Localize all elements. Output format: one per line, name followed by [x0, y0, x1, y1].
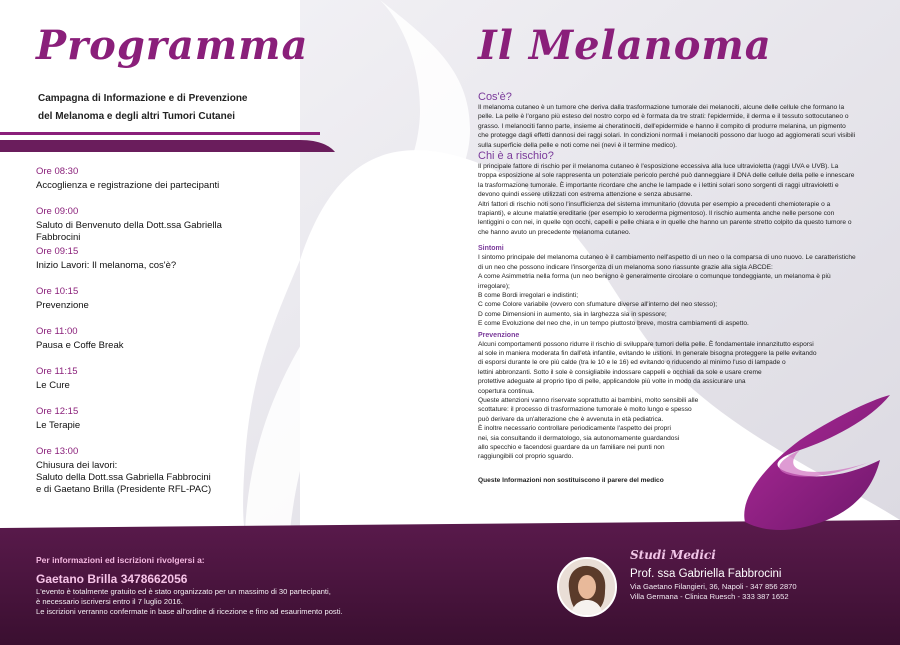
campaign-title — [38, 90, 298, 126]
schedule-time: Ore 09:15 — [36, 246, 79, 257]
schedule-time: Ore 11:00 — [36, 326, 78, 337]
text-line: al sole in maniera moderata fin dall'età infantile, evitando le ustioni. In generale bisogna proteggere la pelle evitando — [478, 349, 817, 357]
text-line: pelle. La pelle è l'organo più esteso del nostro corpo ed è formata da tre strati: l'epidermide, il derma e il tessuto sottocutaneo o — [478, 113, 849, 121]
text-line: lettini abbronzanti. Sotto il sole è consigliabile indossare cappelli e occhiali da sole e usare creme — [478, 368, 762, 376]
schedule-activity: Pausa e Coffe Break — [36, 340, 124, 351]
campaign-line: del Melanoma e degli altri Tumori Cutanei — [38, 111, 236, 122]
schedule-time: Ore 12:15 — [36, 406, 79, 417]
campaign-line: Campagna di Informazione e di Prevenzione — [38, 93, 248, 104]
schedule-time: Ore 11:15 — [36, 366, 78, 377]
text-line: allo specchio e facendosi guardare da un familiare nei punti non — [478, 444, 665, 451]
purple-bar-upper — [0, 132, 320, 135]
schedule-activity: Saluto di Benvenuto della Dott.ssa Gabriella Fabbrocini — [36, 220, 222, 243]
text-line: E come Evoluzione del neo che, in un tempo piuttosto breve, mostra cambiamenti di aspetto. — [478, 320, 749, 328]
schedule-item — [36, 206, 266, 244]
text-line: copertura continua. — [478, 387, 535, 395]
schedule-activity: Le Terapie — [36, 420, 81, 431]
schedule-time: Ore 09:00 — [36, 206, 79, 217]
studio-info — [630, 548, 890, 602]
studi-medici-label: Studi Medici — [630, 548, 716, 562]
schedule-activity: Prevenzione — [36, 300, 89, 311]
schedule-item — [36, 246, 266, 272]
prevenzione-paragraph — [478, 340, 886, 462]
program-title: Programma — [36, 22, 309, 69]
text-line: È inoltre necessario controllare periodicamente l'aspetto dei propri — [478, 425, 671, 433]
text-line: Alcuni comportamenti possono ridurre il rischio di sviluppare tumori della pelle. È fondamentale innanzitutto esporsi — [478, 340, 814, 348]
event-note: è necessario iscriversi entro il 7 luglio 2016. — [36, 597, 183, 606]
text-line: sulla superficie della pelle e noti come nei (nevi è il termine medico). — [478, 141, 678, 149]
text-line: devono quindi essere utilizzati con estrema attenzione e senza abusarne. — [478, 191, 693, 199]
text-line: lentiggini o con nei, in quelle con occhi, capelli e pelle chiara e in quelle che hanno un parente stretto colpito da questo tumore o — [478, 219, 852, 227]
schedule-activity: Accoglienza e registrazione dei partecipanti — [36, 180, 220, 191]
schedule-activity: Le Cure — [36, 380, 70, 391]
address-line: Villa Germana - Clinica Ruesch - 333 387 1652 — [630, 592, 789, 601]
schedule-item — [36, 326, 266, 352]
text-line: trapianti), e alcune malattie ereditarie (per esempio lo xeroderma pigmentoso). Il rischio aumenta anche nelle persone con — [478, 210, 835, 218]
text-line: B come Bordi irregolari e indistinti; — [478, 291, 579, 299]
info-title: Per informazioni ed iscrizioni rivolgersi a: — [36, 555, 205, 565]
text-line: Altri fattori di rischio noti sono l'insufficienza del sistema immunitario (dovuta per esempio a precedenti chemioterapie o a — [478, 200, 831, 208]
cose-paragraph — [478, 103, 886, 150]
purple-bar-band — [0, 140, 335, 152]
contact-name: Gaetano Brilla 3478662056 — [36, 572, 188, 586]
text-line: può derivare da un'alterazione che è avvenuta in età pediatrica. — [478, 415, 664, 423]
schedule-item — [36, 406, 266, 432]
text-line: raggiungibili col proprio sguardo. — [478, 453, 574, 461]
text-line: D come Dimensioni in aumento, sia in larghezza sia in spessore; — [478, 310, 667, 318]
text-line: scottature: il processo di trasformazione tumorale è molto lungo e spesso — [478, 406, 692, 414]
rischio-paragraph — [478, 162, 886, 237]
melanoma-title: Il Melanoma — [478, 22, 772, 69]
text-line: Queste attenzioni vanno riservate soprattutto ai bambini, molto sensibili alle — [478, 396, 699, 404]
section-heading-sintomi: Sintomi — [478, 245, 504, 253]
schedule-item — [36, 446, 266, 496]
schedule-time: Ore 13:00 — [36, 446, 79, 457]
schedule-item — [36, 166, 266, 192]
text-line: protettive adeguate al proprio tipo di pelle, applicandole più volte in modo da assicurare una — [478, 378, 746, 386]
text-line: di esporsi durante le ore più calde (tra le 10 e le 16) ed evitando o riducendo al minimo l'uso di lampade o — [478, 359, 786, 367]
sintomi-paragraph — [478, 253, 886, 328]
text-line: nei, sia consultando il dermatologo, sia autonomamente guardandosi — [478, 434, 680, 442]
schedule-item — [36, 286, 266, 312]
melanoma-info — [478, 91, 886, 485]
schedule-activity: Chiusura dei lavori: — [36, 460, 118, 471]
schedule-time: Ore 10:15 — [36, 286, 79, 297]
schedule-activity: e di Gaetano Brilla (Presidente RFL-PAC) — [36, 484, 212, 495]
section-heading-cose: Cos'è? — [478, 91, 512, 103]
text-line: I sintomo principale del melanoma cutaneo è il cambiamento nell'aspetto di un neo o la comparsa di uno nuovo. Le caratteristiche — [478, 254, 856, 262]
event-note: L'evento è totalmente gratuito ed è stato organizzato per un massimo di 30 partecipanti, — [36, 587, 331, 596]
text-line: troppa esposizione al sole rappresenta un potenziale pericolo perché può danneggiare il DNA delle cellule della pelle e innescare — [478, 172, 855, 180]
doctor-photo — [557, 557, 617, 617]
schedule-time: Ore 08:30 — [36, 166, 79, 177]
text-line: grasso. I melanociti fanno parte, insieme ai cheratinociti, dell'epidermide e hanno il compito di produrre melanina, un pigmento — [478, 122, 846, 130]
text-line: la trasformazione tumorale. È importante ricordare che anche le lampade e i lettini solari sono sorgenti di raggi ultravioletti e — [478, 181, 839, 189]
doctor-name: Prof. ssa Gabriella Fabbrocini — [630, 568, 782, 580]
text-line: A come Asimmetria nella forma (un neo benigno è generalmente circolare o comunque tondeggiante, un melanoma è più — [478, 273, 831, 281]
section-heading-prevenzione: Prevenzione — [478, 331, 520, 339]
section-heading-rischio: Chi è a rischio? — [478, 150, 554, 163]
schedule-activity: Inizio Lavori: Il melanoma, cos'è? — [36, 260, 177, 271]
contact-info — [36, 555, 416, 617]
text-line: che protegge dagli effetti dannosi dei raggi solari. In condizioni normali i melanociti possono dar luogo ad aggiomerati scuri visibili — [478, 132, 856, 140]
text-line: C come Colore variabile (ovvero con sfumature diverse all'interno del neo stesso); — [478, 301, 718, 309]
text-line: Il principale fattore di rischio per il melanoma cutaneo è l'esposizione eccessiva alla luce ultravioletta (raggi UVA e UVB). La — [478, 163, 839, 171]
text-line: di un neo che possono indicare l'insorgenza di un melanoma sono riassunte grazie alla sigla ABCDE: — [478, 263, 773, 271]
event-note: Le iscrizioni verranno confermate in base all'ordine di ricezione e fino ad esaurimento posti. — [36, 607, 343, 616]
disclaimer: Queste Informazioni non sostituiscono il parere del medico — [478, 476, 664, 484]
text-line: irregolare); — [478, 282, 510, 290]
address-line: Via Gaetano Filangieri, 36, Napoli - 347 856 2870 — [630, 582, 797, 591]
text-line: che hanno avuto un precedente melanoma cutaneo. — [478, 228, 631, 236]
text-line: Il melanoma cutaneo è un tumore che deriva dalla trasformazione tumorale dei melanociti, alcune delle cellule che formano la — [478, 104, 845, 111]
schedule-activity: Saluto della Dott.ssa Gabriella Fabbrocini — [36, 472, 211, 483]
schedule-item — [36, 366, 266, 392]
